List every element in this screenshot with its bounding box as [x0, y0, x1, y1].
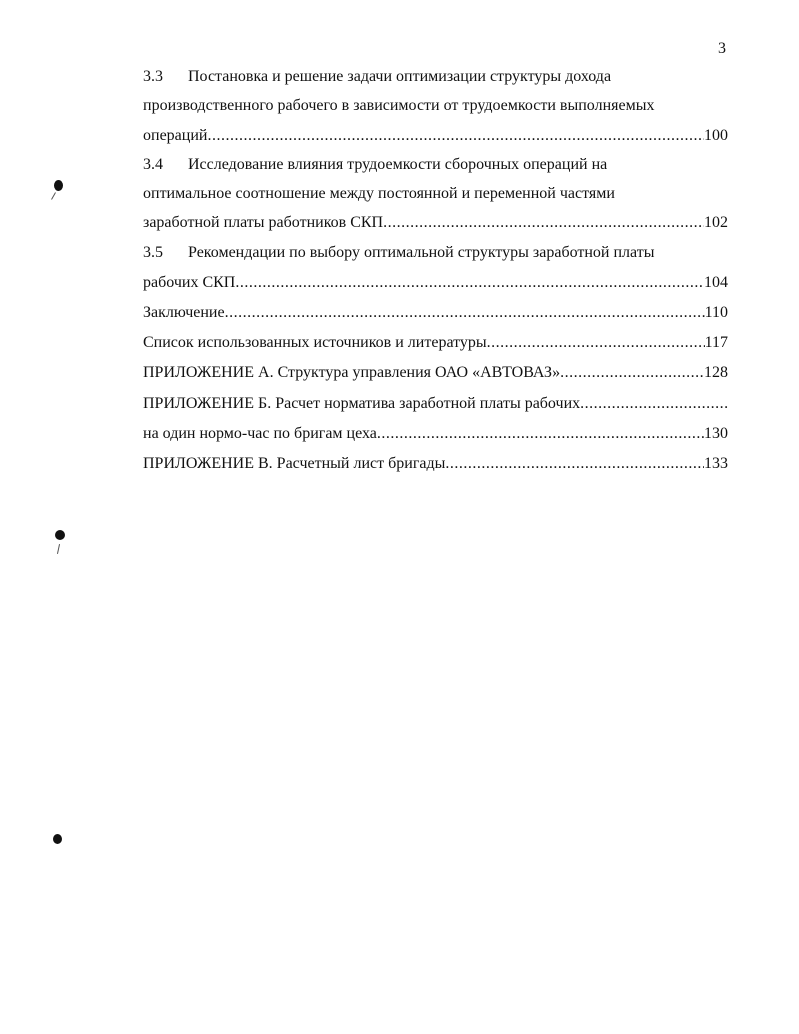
- toc-entry-3-3-line-2: производственного рабочего в зависимости от трудоемкости выполняемых: [143, 97, 655, 114]
- scan-mark-1-tail: [51, 192, 56, 199]
- toc-entry-appendix-b-line-2: [143, 422, 728, 446]
- dot-leader: [487, 331, 705, 355]
- toc-entry-conclusion: [143, 301, 728, 325]
- toc-entry-3-5-line-1: [143, 241, 728, 265]
- scan-mark-1: [54, 180, 63, 191]
- toc-entry-3-4-title-part-3: заработной платы работников СКП: [143, 214, 384, 231]
- toc-entry-appendix-b-title-part-2: на один нормо-час по бригам цеха: [143, 425, 377, 442]
- toc-entry-3-5-line-2: [143, 271, 728, 295]
- toc-entry-appendix-v-title: ПРИЛОЖЕНИЕ В. Расчетный лист бригады: [143, 455, 446, 472]
- toc-entry-3-5-page: 104: [704, 274, 728, 291]
- dot-leader: [235, 271, 704, 295]
- toc-entry-appendix-a-title: ПРИЛОЖЕНИЕ А. Структура управления ОАО «АВТОВАЗ»: [143, 364, 561, 381]
- toc-entry-3-3-title-part-1: Постановка и решение задачи оптимизации структуры дохода: [188, 68, 612, 85]
- toc-entry-3-3-page: 100: [704, 127, 728, 144]
- toc-entry-appendix-v: [143, 452, 728, 476]
- toc-entry-3-4-line-1: [143, 153, 728, 177]
- toc-entry-appendix-v-page: 133: [704, 455, 728, 472]
- toc-entry-3-3-number: 3.3: [143, 68, 163, 85]
- toc-entry-3-3-line-1: [143, 65, 728, 89]
- scan-mark-2: [55, 530, 65, 540]
- toc-entry-appendix-b-page: 130: [704, 425, 728, 442]
- dot-leader: [207, 124, 704, 148]
- toc-entry-conclusion-title: Заключение: [143, 304, 225, 321]
- scan-mark-2-tail: [57, 544, 60, 554]
- toc-entry-3-5-title-part-2: рабочих СКП: [143, 274, 236, 291]
- toc-entry-3-3-line-3: [143, 124, 728, 148]
- toc-entry-references-page: 117: [704, 334, 728, 351]
- toc-entry-3-4-title-part-1: Исследование влияния трудоемкости сборочных операций на: [188, 156, 608, 173]
- scan-mark-3: [53, 834, 62, 844]
- toc-entry-appendix-a: [143, 361, 728, 385]
- toc-entry-3-4-line-3: [143, 211, 728, 235]
- dot-leader: [445, 452, 704, 476]
- toc-entry-appendix-a-page: 128: [704, 364, 728, 381]
- dot-leader: [560, 361, 704, 385]
- toc-entry-appendix-b-line-1: [143, 392, 728, 416]
- toc-entry-references: [143, 331, 728, 355]
- toc-entry-conclusion-page: 110: [704, 304, 728, 321]
- toc-entry-3-4-number: 3.4: [143, 156, 163, 173]
- dot-leader: [383, 211, 704, 235]
- dot-leader: [377, 422, 704, 446]
- toc-entry-3-4-page: 102: [704, 214, 728, 231]
- dot-leader: [580, 392, 728, 416]
- toc-entry-3-5-number: 3.5: [143, 244, 163, 261]
- toc-entry-3-4-line-2: оптимальное соотношение между постоянной и переменной частями: [143, 185, 615, 202]
- toc-entry-references-title: Список использованных источников и литературы: [143, 334, 487, 351]
- toc-entry-appendix-b-title-part-1: ПРИЛОЖЕНИЕ Б. Расчет норматива заработной платы рабочих: [143, 395, 581, 412]
- toc-entry-3-3-title-part-3: операций: [143, 127, 208, 144]
- toc-entry-3-5-title-part-1: Рекомендации по выбору оптимальной структуры заработной платы: [188, 244, 655, 261]
- page-number: 3: [718, 40, 726, 57]
- dot-leader: [225, 301, 705, 325]
